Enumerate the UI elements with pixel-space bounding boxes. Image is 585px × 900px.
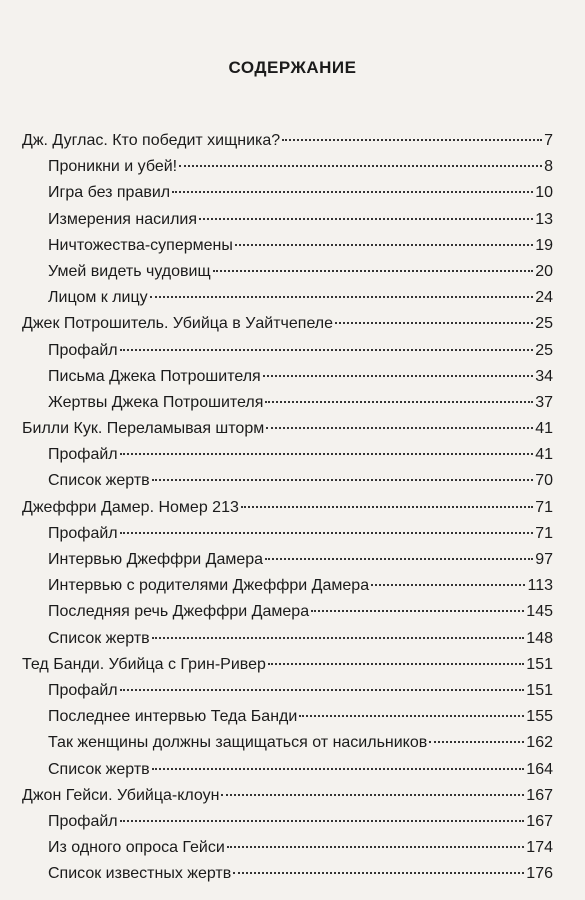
toc-page-number: 97 [535,551,553,568]
toc-page-number: 34 [535,367,553,385]
dot-leader [199,218,533,220]
toc-subentry [22,180,553,206]
toc-entry-title: Дж. Дуглас. Кто победит хищника? [22,132,281,149]
toc-chapter [22,652,553,678]
toc-subentry [22,730,553,756]
dot-leader [172,191,533,193]
toc-subentry [22,364,553,390]
toc-page-number: 8 [544,158,553,176]
toc-subentry [22,338,553,364]
toc-page-number: 37 [535,393,553,411]
toc-page-number: 20 [535,262,553,280]
dot-leader [265,558,533,560]
toc-page-number: 25 [535,341,553,359]
toc-page-number: 41 [535,446,553,464]
dot-leader [152,637,525,639]
dot-leader [263,375,533,377]
toc-page-number: 113 [527,577,553,595]
dot-leader [335,322,533,324]
dot-leader [152,768,525,770]
toc-page-number: 71 [535,524,553,542]
dot-leader [282,139,542,141]
toc-entry-title: Джеффри Дамер. Номер 213 [22,498,239,516]
toc-entry-title: Последняя речь Джеффри Дамера [48,603,310,621]
toc-entry-title: Билли Кук. Переламывая шторм [22,420,265,438]
toc-subentry [22,599,553,625]
toc-subentry [22,757,553,783]
toc-entry-title: Тед Банди. Убийца с Грин-Ривер [22,655,266,673]
toc-subentry [22,468,553,494]
toc-page-number: 162 [526,734,553,752]
toc-chapter [22,128,553,154]
dot-leader [150,296,534,298]
toc-entry-title: Список жертв [48,472,150,490]
toc-chapter [22,311,553,337]
toc-entry-title: Джон Гейси. Убийца-клоун [22,786,220,804]
toc-page-number: 10 [535,184,553,202]
dot-leader [235,244,533,246]
toc-entry-title: Из одного опроса Гейси [48,839,225,857]
toc-entry-title: Профайл [48,524,118,542]
toc-entry-title: Последнее интервью Теда Банди [48,708,298,726]
toc-page-number: 167 [526,786,553,804]
toc-page-number: 167 [526,812,553,830]
dot-leader [120,453,534,455]
dot-leader [120,349,534,351]
toc-page-number: 151 [526,655,553,673]
toc-entry-title: Профайл [48,446,118,464]
toc-chapter [22,783,553,809]
toc-entry-title: Интервью с родителями Джеффри Дамера [48,577,370,595]
toc-entry-title: Лицом к лицу [48,289,148,307]
dot-leader [268,663,524,665]
toc-entry-title: Так женщины должны защищаться от насильников [48,734,428,752]
toc-page-number: 13 [535,210,553,228]
toc-subentry [22,861,553,887]
dot-leader [213,270,534,272]
dot-leader [233,872,524,874]
toc-page-number: 24 [535,289,553,307]
page-title: СОДЕРЖАНИЕ [228,58,357,77]
toc-subentry [22,678,553,704]
dot-leader [227,846,525,848]
toc-subentry [22,207,553,233]
toc-page-number: 25 [535,315,553,333]
toc-entry-title: Профайл [48,812,118,830]
dot-leader [120,689,525,691]
toc-subentry [22,521,553,547]
toc-subentry [22,154,553,180]
toc-page-number: 151 [526,681,553,699]
dot-leader [266,427,533,429]
toc-entry-title: Список жертв [48,629,150,647]
toc-subentry [22,809,553,835]
toc-entry-title: Жертвы Джека Потрошителя [48,393,264,411]
toc-chapter [22,416,553,442]
dot-leader [152,479,534,481]
toc-page-number: 19 [535,236,553,254]
toc-entry-title: Профайл [48,681,118,699]
dot-leader [265,401,533,403]
dot-leader [311,610,524,612]
table-of-contents [22,128,553,887]
toc-entry-title: Проникни и убей! [48,158,178,176]
toc-entry-title: Ничтожества-супермены [48,236,233,254]
toc-entry-title: Измерения насилия [48,210,198,228]
toc-entry-title: Интервью Джеффри Дамера [48,551,264,568]
toc-page-number: 176 [526,865,553,883]
toc-page-number: 71 [535,498,553,516]
toc-page-number: 70 [535,472,553,490]
toc-subentry [22,285,553,311]
toc-page-number: 174 [526,839,553,857]
toc-subentry [22,442,553,468]
dot-leader [221,794,524,796]
toc-subentry [22,259,553,285]
toc-entry-title: Джек Потрошитель. Убийца в Уайтчепеле [22,315,334,333]
dot-leader [371,584,525,586]
toc-page-number: 41 [535,420,553,438]
toc-page-number: 155 [526,708,553,726]
dot-leader [120,532,534,534]
toc-entry-title: Умей видеть чудовищ [48,262,211,280]
toc-subentry [22,573,553,599]
toc-subentry [22,704,553,730]
dot-leader [120,820,525,822]
toc-entry-title: Список известных жертв [48,865,232,883]
dot-leader [299,715,524,717]
toc-subentry [22,835,553,861]
toc-entry-title: Игра без правил [48,184,171,202]
dot-leader [179,165,542,167]
toc-entry-title: Список жертв [48,760,150,778]
toc-subentry [22,390,553,416]
toc-subentry [22,626,553,652]
toc-page-number: 164 [526,760,553,778]
dot-leader [429,741,524,743]
toc-subentry [22,233,553,259]
toc-entry-title: Письма Джека Потрошителя [48,367,261,385]
toc-chapter [22,495,553,521]
toc-page-number: 145 [526,603,553,621]
dot-leader [241,506,533,508]
toc-page-number: 148 [526,629,553,647]
toc-entry-title: Профайл [48,341,118,359]
toc-subentry [22,547,553,573]
toc-page-number: 7 [544,132,553,149]
